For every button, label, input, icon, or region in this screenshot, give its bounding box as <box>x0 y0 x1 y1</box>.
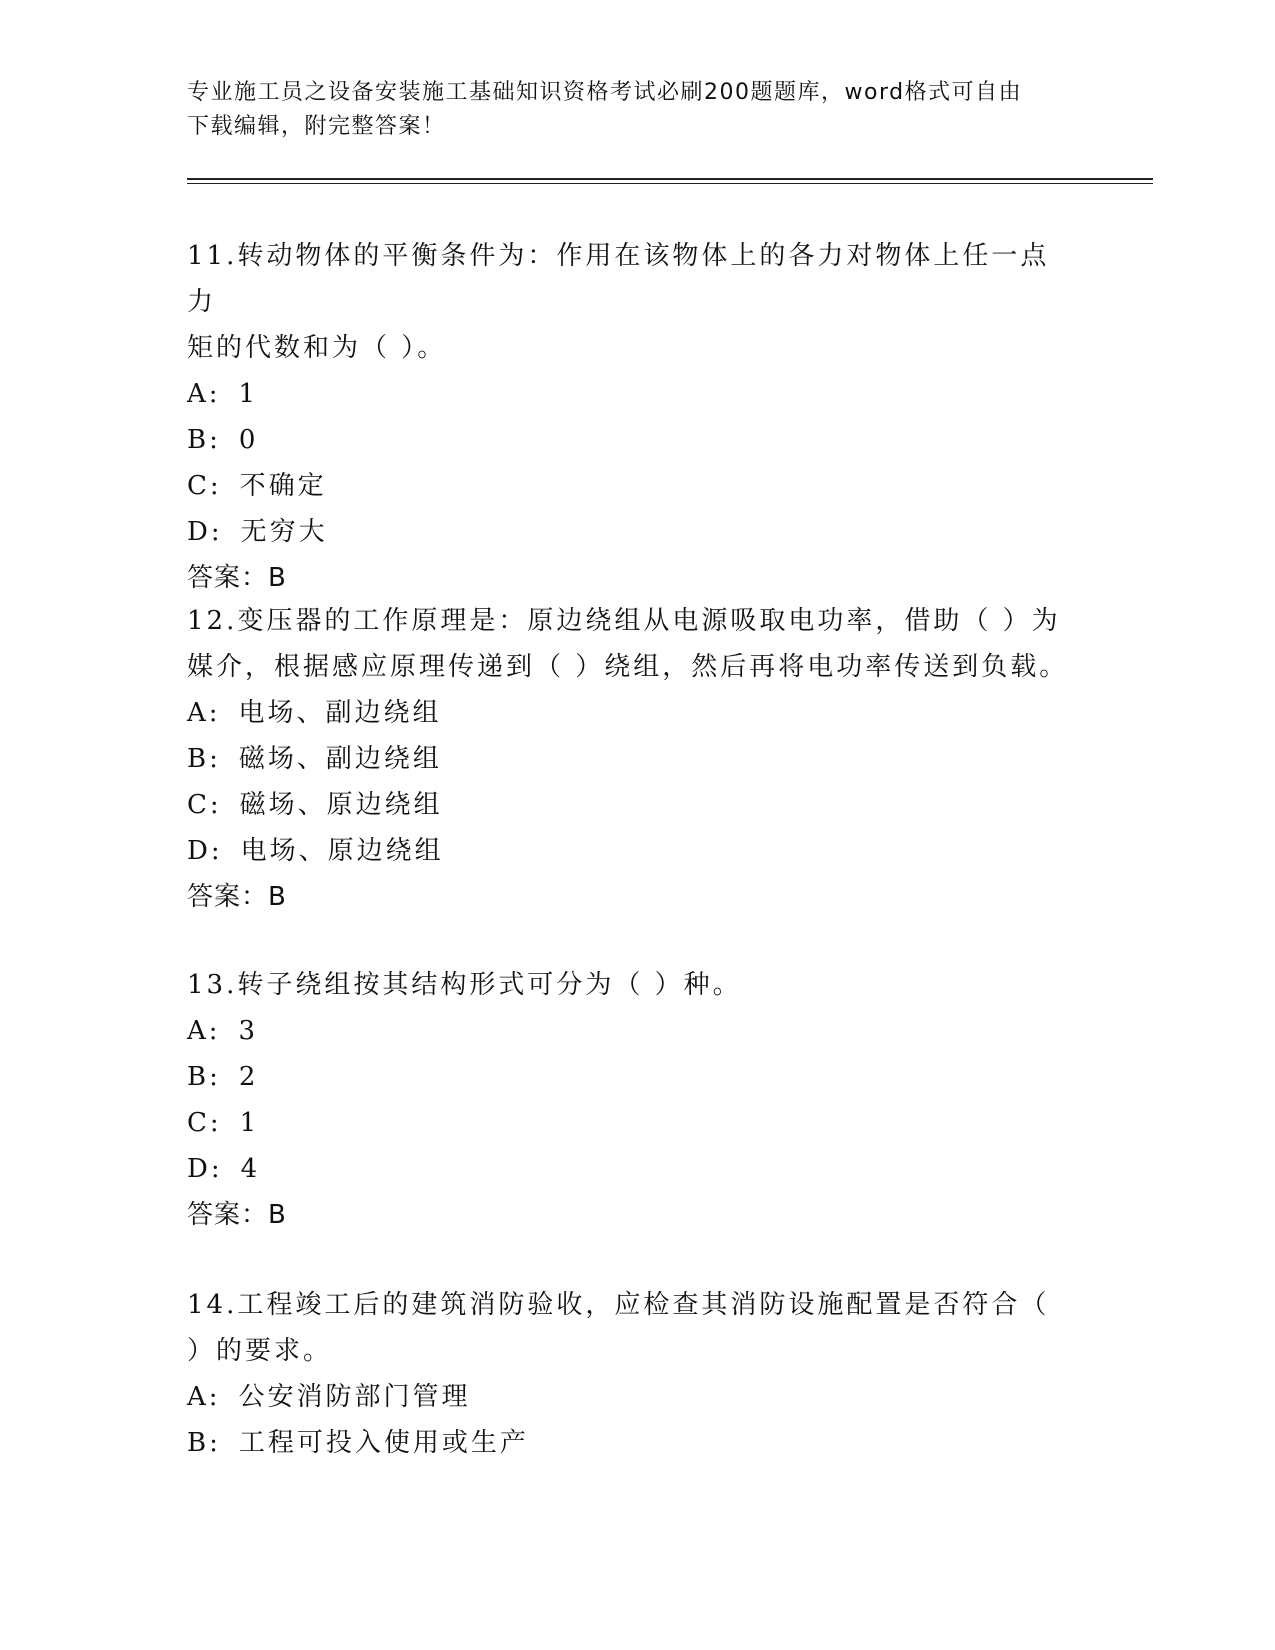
option-c <box>187 782 1077 828</box>
option-a <box>187 1374 1077 1420</box>
header-divider-thick <box>187 178 1153 180</box>
option-letter: C: <box>187 790 222 820</box>
option-text: 0 <box>238 425 259 455</box>
option-a <box>187 1008 1077 1054</box>
option-text: 4 <box>240 1154 261 1184</box>
option-c <box>187 463 1077 509</box>
question-number: 12. <box>187 606 238 636</box>
option-text: 1 <box>238 379 259 409</box>
option-letter: B: <box>187 744 221 774</box>
option-text: 工程可投入使用或生产 <box>238 1428 529 1458</box>
answer-line: 答案：B <box>187 882 287 912</box>
option-text: 不确定 <box>239 471 327 501</box>
option-text: 无穷大 <box>240 517 328 547</box>
option-letter: A: <box>187 379 221 409</box>
question-text <box>187 962 1077 1008</box>
question-line-1: 转子绕组按其结构形式可分为（ ）种。 <box>237 970 742 1000</box>
question-number: 11. <box>187 241 238 271</box>
option-text: 磁场、原边绕组 <box>239 790 443 820</box>
option-b <box>187 417 1077 463</box>
question-text <box>187 233 1077 325</box>
question-text <box>187 1282 1077 1328</box>
option-a <box>187 690 1077 736</box>
option-letter: C: <box>187 471 222 501</box>
document-header <box>187 76 1067 144</box>
question-13 <box>187 962 1077 1238</box>
option-c <box>187 1100 1077 1146</box>
option-letter: C: <box>187 1108 222 1138</box>
option-letter: B: <box>187 1062 221 1092</box>
option-text: 公安消防部门管理 <box>238 1382 471 1412</box>
option-text: 3 <box>238 1016 259 1046</box>
question-14 <box>187 1282 1077 1466</box>
question-line-1: 工程竣工后的建筑消防验收，应检查其消防设施配置是否符合（ <box>237 1290 1050 1320</box>
option-d <box>187 828 1077 874</box>
option-letter: B: <box>187 1428 221 1458</box>
question-line-1: 转动物体的平衡条件为：作用在该物体上的各力对物体上任一点力 <box>187 241 1050 317</box>
answer-line: 答案：B <box>187 563 287 593</box>
question-12 <box>187 598 1077 920</box>
option-text: 1 <box>239 1108 260 1138</box>
option-text: 电场、副边绕组 <box>238 698 442 728</box>
option-letter: D: <box>187 836 223 866</box>
answer-line: 答案：B <box>187 1200 287 1230</box>
option-letter: A: <box>187 1382 221 1412</box>
option-letter: D: <box>187 1154 223 1184</box>
question-11 <box>187 233 1077 601</box>
header-line-2: 下载编辑，附完整答案！ <box>187 114 446 139</box>
question-line-1: 变压器的工作原理是：原边绕组从电源吸取电功率，借助（ ）为 <box>237 606 1061 636</box>
option-letter: D: <box>187 517 223 547</box>
header-divider-thin <box>187 183 1153 184</box>
option-b <box>187 1054 1077 1100</box>
option-text: 2 <box>238 1062 259 1092</box>
option-b <box>187 736 1077 782</box>
question-number: 14. <box>187 1290 238 1320</box>
question-number: 13. <box>187 970 238 1000</box>
question-line-2: 媒介，根据感应原理传递到（ ）绕组，然后再将电功率传送到负载。 <box>187 652 1069 682</box>
option-letter: A: <box>187 1016 221 1046</box>
option-d <box>187 509 1077 555</box>
header-line-1: 专业施工员之设备安装施工基础知识资格考试必刷200题题库，word格式可自由 <box>187 80 1023 105</box>
option-text: 电场、原边绕组 <box>240 836 444 866</box>
option-d <box>187 1146 1077 1192</box>
option-b <box>187 1420 1077 1466</box>
question-line-2: 矩的代数和为（ ）。 <box>187 333 447 363</box>
option-a <box>187 371 1077 417</box>
question-text <box>187 598 1077 644</box>
option-letter: B: <box>187 425 221 455</box>
question-line-2: ）的要求。 <box>187 1336 333 1366</box>
option-letter: A: <box>187 698 221 728</box>
option-text: 磁场、副边绕组 <box>238 744 442 774</box>
